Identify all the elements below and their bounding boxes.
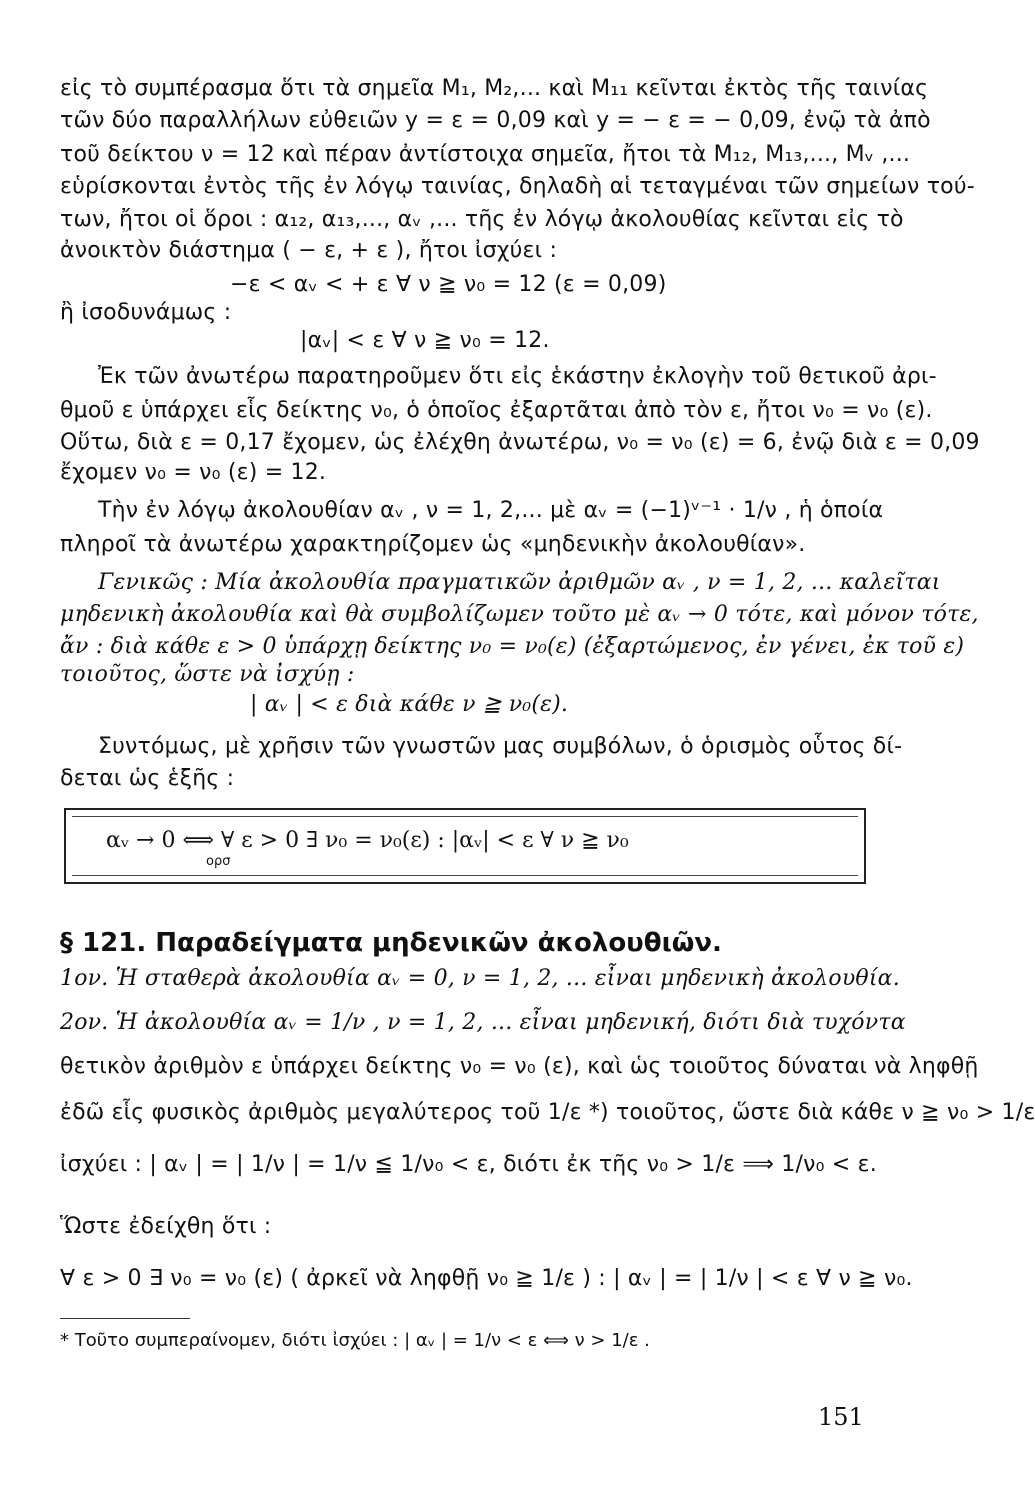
definition-subscript: ορσ <box>206 854 231 869</box>
text-line: τοιοῦτος, ὥστε νὰ ἰσχύῃ : <box>60 662 355 687</box>
text-line: ἔχομεν ν₀ = ν₀ (ε) = 12. <box>60 460 327 485</box>
text-line: ∀ ε > 0 ∃ ν₀ = ν₀ (ε) ( ἀρκεῖ νὰ ληφθῇ ν₀ ≧ 1/ε ) : | αᵥ | = | 1/ν | < ε ∀ ν ≧ ν₀. <box>60 1266 913 1291</box>
text-line: πληροῖ τὰ ἀνωτέρω χαρακτηρίζομεν ὡς «μηδενικὴν ἀκολουθίαν». <box>60 532 806 557</box>
text-line: εἰς τὸ συμπέρασμα ὅτι τὰ σημεῖα M₁, M₂,... καὶ M₁₁ κεῖνται ἐκτὸς τῆς ταινίας <box>60 76 929 101</box>
definition-box <box>64 808 866 884</box>
text-line: τῶν δύο παραλλήλων εὐθειῶν y = ε = 0,09 καὶ y = − ε = − 0,09, ἐνῷ τὰ ἀπὸ <box>60 108 931 133</box>
text-line: των, ἤτοι οἱ ὅροι : α₁₂, α₁₃,..., αᵥ ,... τῆς ἐν λόγῳ ἀκολουθίας κεῖνται εἰς τὸ <box>60 207 904 232</box>
definition-formula: αᵥ → 0 ⟺ ∀ ε > 0 ∃ ν₀ = ν₀(ε) : |αᵥ| < ε ∀ ν ≧ ν₀ <box>106 828 629 853</box>
text-line: Ἐκ τῶν ἀνωτέρω παρατηροῦμεν ὅτι εἰς ἑκάστην ἐκλογὴν τοῦ θετικοῦ ἀρι- <box>98 364 937 389</box>
example-2: 2ον. Ἡ ἀκολουθία αᵥ = 1/ν , ν = 1, 2, ... εἶναι μηδενική, διότι διὰ τυχόντα <box>60 1010 906 1035</box>
page-number: 151 <box>818 1403 864 1431</box>
text-line: Συντόμως, μὲ χρῆσιν τῶν γνωστῶν μας συμβόλων, ὁ ὁρισμὸς οὗτος δί- <box>98 734 903 759</box>
footnote-rule <box>60 1318 190 1319</box>
equation: −ε < αᵥ < + ε ∀ ν ≧ ν₀ = 12 (ε = 0,09) <box>230 272 667 297</box>
text-line: ἢ ἰσοδυνάμως : <box>60 300 232 325</box>
footnote: * Τοῦτο συμπεραίνομεν, διότι ἰσχύει : | αᵥ | = 1/ν < ε ⟺ ν > 1/ε . <box>60 1330 650 1351</box>
text-line: ἰσχύει : | αᵥ | = | 1/ν | = 1/ν ≦ 1/ν₀ < ε, διότι ἐκ τῆς ν₀ > 1/ε ⟹ 1/ν₀ < ε. <box>60 1152 877 1177</box>
text-line: Τὴν ἐν λόγῳ ἀκολουθίαν αᵥ , ν = 1, 2,... μὲ αᵥ = (−1)ᵛ⁻¹ · 1/ν , ἡ ὁποία <box>98 498 884 523</box>
example-1: 1ον. Ἡ σταθερὰ ἀκολουθία αᵥ = 0, ν = 1, 2, ... εἶναι μηδενικὴ ἀκολουθία. <box>60 966 900 991</box>
text-line: ἀνοικτὸν διάστημα ( − ε, + ε ), ἤτοι ἰσχύει : <box>60 238 558 263</box>
text-line: Γενικῶς : Μία ἀκολουθία πραγματικῶν ἀριθμῶν αᵥ , ν = 1, 2, ... καλεῖται <box>98 570 941 595</box>
text-line: δεται ὡς ἑξῆς : <box>60 766 235 791</box>
text-line: μηδενικὴ ἀκολουθία καὶ θὰ συμβολίζωμεν τοῦτο μὲ αᵥ → 0 τότε, καὶ μόνον τότε, <box>60 602 979 627</box>
text-line: ἄν : διὰ κάθε ε > 0 ὑπάρχῃ δείκτης ν₀ = ν₀(ε) (ἐξαρτώμενος, ἐν γένει, ἐκ τοῦ ε) <box>60 634 965 659</box>
equation: |αᵥ| < ε ∀ ν ≧ ν₀ = 12. <box>300 328 550 353</box>
text-line: τοῦ δείκτου ν = 12 καὶ πέραν ἀντίστοιχα σημεῖα, ἤτοι τὰ M₁₂, M₁₃,..., Mᵥ ,... <box>60 142 911 167</box>
text-line: θμοῦ ε ὑπάρχει εἷς δείκτης ν₀, ὁ ὁποῖος ἐξαρτᾶται ἀπὸ τὸν ε, ἤτοι ν₀ = ν₀ (ε). <box>60 398 933 423</box>
equation: | αᵥ | < ε διὰ κάθε ν ≧ ν₀(ε). <box>250 692 569 717</box>
text-line: Ὥστε ἐδείχθη ὅτι : <box>60 1214 272 1239</box>
text-line: Οὕτω, διὰ ε = 0,17 ἔχομεν, ὡς ἐλέχθη ἀνωτέρω, ν₀ = ν₀ (ε) = 6, ἐνῷ διὰ ε = 0,09 <box>60 430 980 455</box>
text-line: ἐδῶ εἷς φυσικὸς ἀριθμὸς μεγαλύτερος τοῦ 1/ε *) τοιοῦτος, ὥστε διὰ κάθε ν ≧ ν₀ > 1/ε <box>60 1100 1035 1125</box>
section-heading: § 121. Παραδείγματα μηδενικῶν ἀκολουθιῶν. <box>60 928 722 958</box>
text-line: εὑρίσκονται ἐντὸς τῆς ἐν λόγῳ ταινίας, δηλαδὴ αἱ τεταγμέναι τῶν σημείων τού- <box>60 174 975 199</box>
text-line: θετικὸν ἀριθμὸν ε ὑπάρχει δείκτης ν₀ = ν₀ (ε), καὶ ὡς τοιοῦτος δύναται νὰ ληφθῇ <box>60 1054 979 1079</box>
